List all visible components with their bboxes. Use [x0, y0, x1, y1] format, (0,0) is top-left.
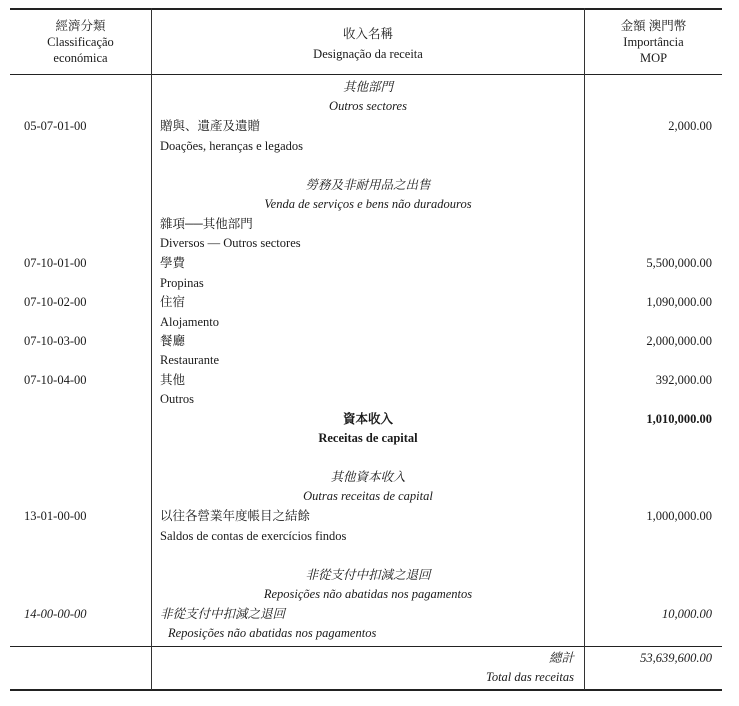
- header-col2-pt: Designação da receita: [313, 47, 423, 61]
- row-name-zh: 餐廳: [160, 334, 186, 348]
- header-rule: [10, 74, 722, 75]
- row-amount: 2,000,000.00: [646, 334, 712, 348]
- header-col3-pt: Importância: [623, 35, 684, 49]
- total-label-pt: Total das receitas: [486, 670, 574, 684]
- row-name-zh: 以往各營業年度帳目之結餘: [160, 509, 311, 523]
- section-other-sectors-zh: 其他部門: [342, 80, 393, 94]
- row-name-pt: Doações, heranças e legados: [160, 139, 303, 153]
- header-col1-pt-2: económica: [53, 51, 108, 65]
- row-name-zh: 贈與、遺產及遺贈: [160, 119, 261, 133]
- row-amount: 1,000,000.00: [646, 509, 712, 523]
- header-col1-zh: 經濟分類: [55, 19, 106, 33]
- header-col3-zh: 金額 澳門幣: [620, 19, 687, 33]
- section-capital-amount: 1,010,000.00: [646, 412, 712, 426]
- row-name-pt: Outros: [160, 392, 195, 406]
- header-col2-zh: 收入名稱: [342, 27, 393, 41]
- row-amount: 5,500,000.00: [646, 256, 712, 270]
- row-name-zh: 住宿: [160, 295, 186, 309]
- row-name-pt: Propinas: [160, 276, 204, 290]
- row-name-zh: 其他: [160, 373, 186, 387]
- row-code: 07-10-03-00: [24, 334, 87, 348]
- row-name-pt: Restaurante: [160, 353, 220, 367]
- row-amount: 10,000.00: [662, 607, 712, 621]
- row-amount: 1,090,000.00: [646, 295, 712, 309]
- bottom-rule: [10, 689, 722, 691]
- section-other-sectors-pt: Outros sectores: [329, 99, 407, 113]
- header-col3-unit: MOP: [639, 51, 668, 65]
- section-misc-zh: 雜項──其他部門: [160, 217, 253, 231]
- row-code: 14-00-00-00: [24, 607, 87, 621]
- header-designation: [152, 26, 584, 62]
- row-name-zh: 非從支付中扣減之退回: [160, 607, 286, 621]
- header-classification: [10, 18, 151, 66]
- row-code: 13-01-00-00: [24, 509, 87, 523]
- row-code: 05-07-01-00: [24, 119, 87, 133]
- section-other-capital-pt: Outras receitas de capital: [303, 489, 433, 503]
- row-code: 07-10-02-00: [24, 295, 87, 309]
- total-label-zh: 總計: [548, 651, 574, 665]
- revenue-table: [10, 8, 722, 690]
- top-rule: [10, 8, 722, 10]
- row-name-zh: 學費: [160, 256, 186, 270]
- row-name-pt: Reposições não abatidas nos pagamentos: [168, 626, 377, 640]
- section-capital-pt: Receitas de capital: [318, 431, 418, 445]
- header-col1-pt-1: Classificação: [47, 35, 114, 49]
- section-misc-pt: Diversos — Outros sectores: [160, 236, 301, 250]
- section-repos-zh: 非從支付中扣減之退回: [305, 568, 431, 582]
- row-code: 07-10-01-00: [24, 256, 87, 270]
- row-name-pt: Alojamento: [160, 315, 220, 329]
- section-other-capital-zh: 其他資本收入: [330, 470, 406, 484]
- section-repos-pt: Reposições não abatidas nos pagamentos: [263, 587, 473, 601]
- section-capital-zh: 資本收入: [342, 412, 393, 426]
- column-divider-2: [584, 8, 585, 690]
- row-name-pt: Saldos de contas de exercícios findos: [160, 529, 347, 543]
- row-amount: 2,000.00: [668, 119, 712, 133]
- total-amount: 53,639,600.00: [640, 651, 712, 665]
- row-amount: 392,000.00: [655, 373, 712, 387]
- total-rule: [10, 646, 722, 647]
- row-code: 07-10-04-00: [24, 373, 87, 387]
- section-sales-zh: 勞務及非耐用品之出售: [305, 178, 431, 192]
- header-amount: [585, 18, 722, 66]
- section-sales-pt: Venda de serviços e bens não duradouros: [264, 197, 472, 211]
